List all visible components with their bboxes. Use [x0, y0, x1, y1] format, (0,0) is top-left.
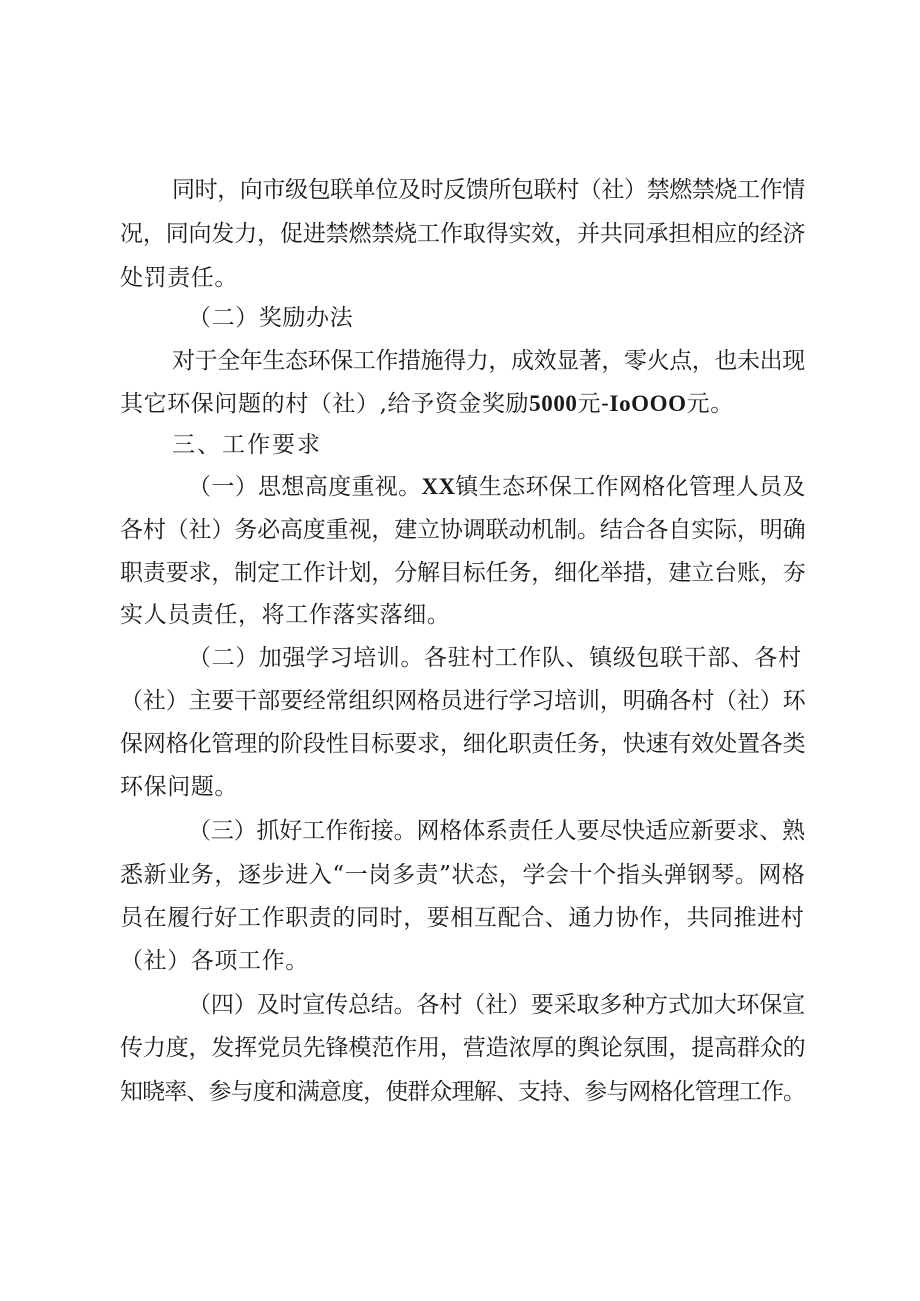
reward-unit: 元。 — [686, 391, 734, 417]
paragraph-line: 保网格化管理的阶段性目标要求，细化职责任务，快速有效处置各类 — [120, 731, 806, 757]
paragraph-line: 同时，向市级包联单位及时反馈所包联村（社）禁燃禁烧工作情 — [172, 177, 805, 203]
paragraph-line: 职责要求，制定工作计划，分解目标任务，细化举措，建立台账，夯 — [120, 560, 806, 586]
paragraph-line — [120, 389, 734, 419]
paragraph-line: （社）各项工作。 — [120, 948, 309, 974]
paragraph-line: 各村（社）务必高度重视，建立协调联动机制。结合各自实际，明确 — [120, 517, 806, 543]
paragraph-line: （四）及时宣传总结。各村（社）要采取多种方式加大环保宣 — [188, 992, 805, 1018]
paragraph-line: （社）主要干部要经常组织网格员进行学习培训，明确各村（社）环 — [120, 688, 806, 714]
paragraph-line: 员在履行好工作职责的同时，要相互配合、通力协作，共同推进村 — [120, 905, 805, 931]
paragraph-line: 处罚责任。 — [120, 265, 238, 291]
paragraph-line: 传力度，发挥党员先锋模范作用，营造浓厚的舆论氛围，提高群众的 — [120, 1035, 806, 1061]
reward-text: 其它环保问题的村（社）,给予资金奖励 — [120, 391, 530, 417]
reward-unit: 元- — [577, 391, 610, 417]
reward-amount-low: 5000 — [529, 391, 578, 416]
paragraph-line: 实人员责任，将工作落实落细。 — [120, 602, 451, 628]
town-name: XX — [421, 474, 456, 499]
paragraph-line: 况，同向发力，促进禁燃禁烧工作取得实效，并共同承担相应的经济 — [120, 221, 806, 247]
paragraph-line: （二）加强学习培训。各驻村工作队、镇级包联干部、各村 — [188, 645, 802, 671]
paragraph-line: 对于全年生态环保工作措施得力，成效显著，零火点，也未出现 — [172, 348, 805, 374]
item-title: （一）思想高度重视。 — [188, 474, 422, 500]
item-text: 镇生态环保工作网格化管理人员及 — [455, 474, 806, 500]
paragraph-line: 知晓率、参与度和满意度，使群众理解、支持、参与网格化管理工作。 — [120, 1079, 806, 1105]
paragraph-line: 环保问题。 — [120, 774, 238, 800]
paragraph-line — [188, 472, 806, 502]
reward-amount-high: IoOOO — [609, 391, 687, 416]
section-heading: 三、工作要求 — [172, 432, 322, 458]
subheading-reward: （二）奖励办法 — [188, 305, 354, 331]
paragraph-line: 悉新业务，逐步进入“一岗多责”状态，学会十个指头弹钢琴。网格 — [120, 862, 806, 888]
paragraph-line: （三）抓好工作衔接。网格体系责任人要尽快适应新要求、熟 — [188, 818, 805, 844]
